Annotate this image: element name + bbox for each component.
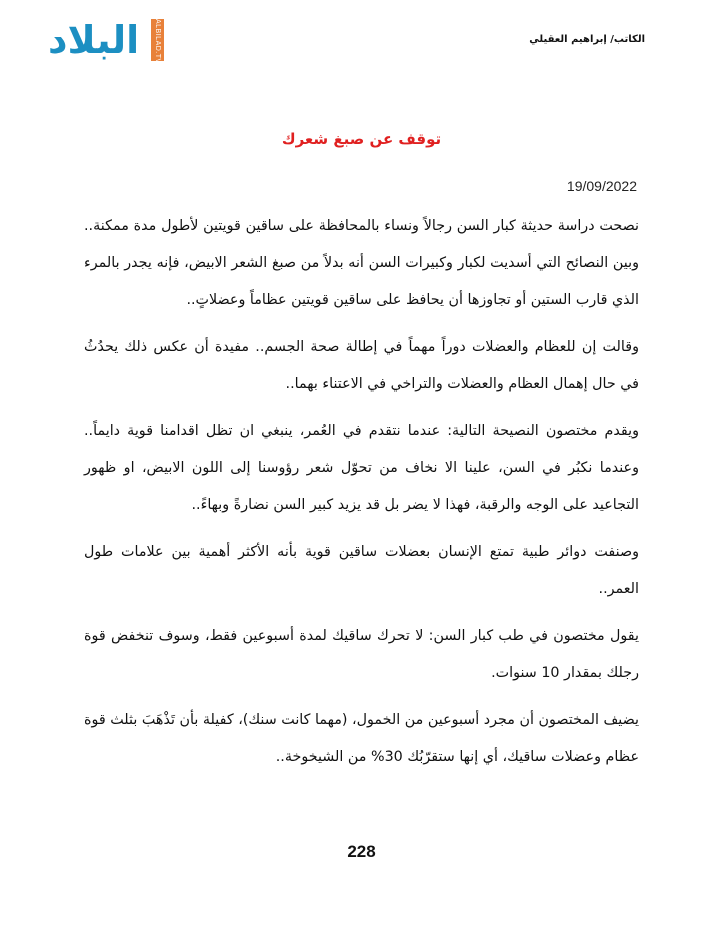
article-body — [84, 208, 639, 786]
page-number: 228 — [347, 842, 376, 861]
albilad-logo — [48, 17, 178, 65]
article-date: 19/09/2022 — [566, 178, 637, 194]
paragraph: وقالت إن للعظام والعضلات دوراً مهماً في إطالة صحة الجسم.. مفيدة أن عكس ذلك يحدُثُ في حال إهمال العظام والعضلات والتراخي في الاعتناء بهما.. — [84, 339, 639, 392]
author-line: الكاتب/ إبراهيم العقيلي — [529, 34, 645, 45]
logo-tag — [151, 19, 164, 64]
article-title: توقف عن صبغ شعرك — [281, 130, 442, 148]
paragraph: ويقدم مختصون النصيحة التالية: عندما نتقدم في العُمر، ينبغي ان تظل اقدامنا قوية دايماً.. وعندما نكبُر في السن، علينا الا نخاف من تحوّل شعر رؤوسنا إلى اللون الابيض، او ظهور التجاعيد على الوجه والرقبة، فهذا لا يضر بل قد يزيد كبير السن نضارةً وبهاءً.. — [84, 423, 639, 513]
paragraph: نصحت دراسة حديثة كبار السن رجالاً ونساء بالمحافظة على ساقين قويتين لأطول مدة ممكنة.. وبين النصائح التي أسديت لكبار وكبيرات السن أنه بدلاً من صبغ الشعر الابيض، فإنه يجدر بالمرء الذي قارب الستين أو تجاوزها أن يحافظ على ساقين قويتين عظاماً وعضلاتٍ.. — [84, 218, 639, 308]
paragraph: يضيف المختصون أن مجرد أسبوعين من الخمول، (مهما كانت سنك)، كفيلة بأن تَذْهَبَ بثلث قوة عظام وعضلات ساقيك، أي إنها ستقرّبُك 30% من الشيخوخة.. — [84, 712, 639, 765]
paragraph: يقول مختصون في طب كبار السن: لا تحرك ساقيك لمدة أسبوعين فقط، وسوف تنخفض قوة رجلك بمقدار 10 سنوات. — [84, 628, 639, 681]
logo-tag-text: ALBILAD.TV — [154, 19, 161, 64]
paragraph: وصنفت دوائر طبية تمتع الإنسان بعضلات ساقين قوية بأنه الأكثر أهمية بين علامات طول العمر.. — [84, 544, 639, 597]
logo-wordmark: البلاد — [48, 18, 140, 62]
